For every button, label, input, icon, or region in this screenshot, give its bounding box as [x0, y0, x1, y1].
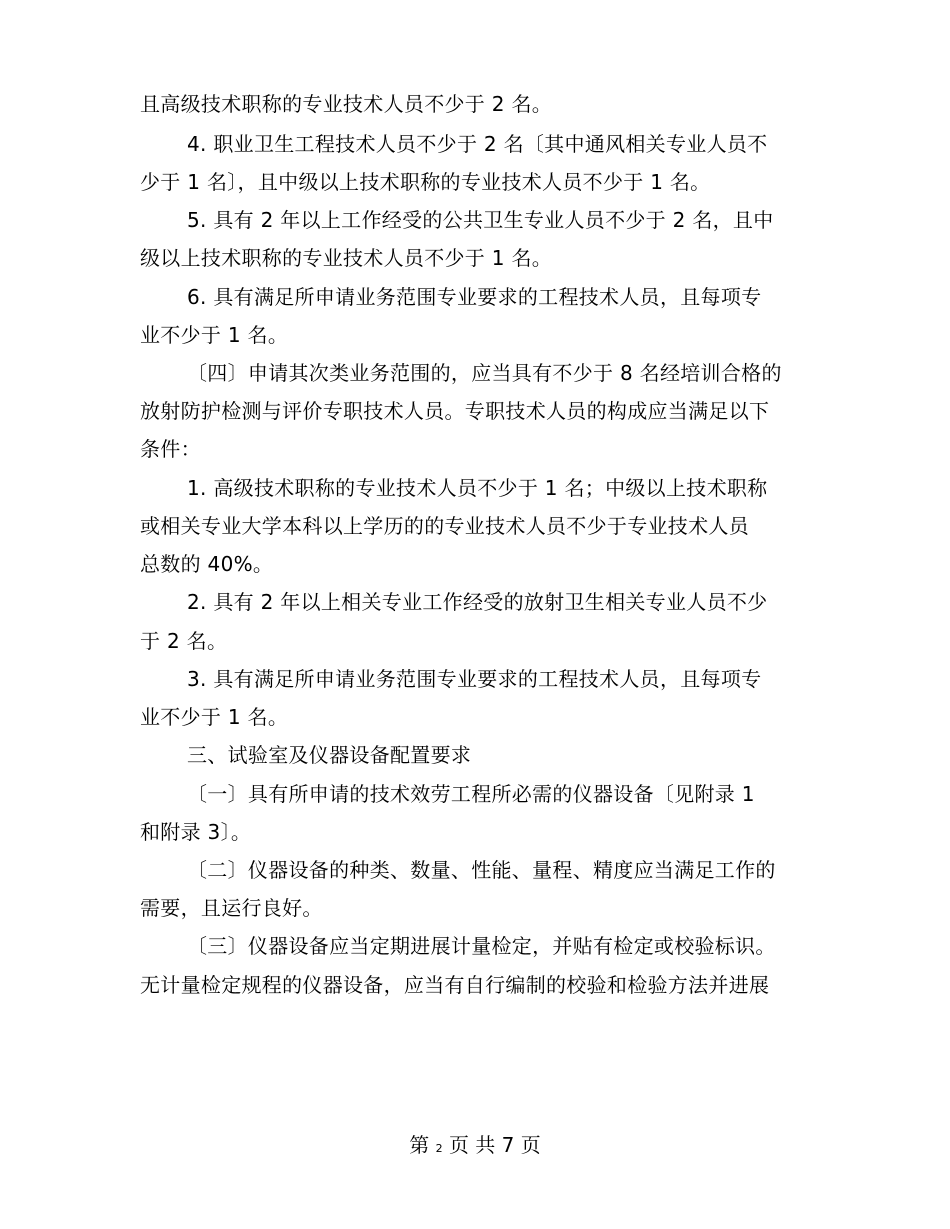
text-line: 级以上技术职称的专业技术人员不少于 1 名。	[140, 246, 553, 270]
text-line: 或相关专业大学本科以上学历的的专业技术人员不少于专业技术人员	[140, 514, 749, 538]
current-page-number: 2	[435, 1142, 443, 1155]
text-line: 4. 职业卫生工程技术人员不少于 2 名〔其中通风相关专业人员不	[187, 132, 768, 156]
text-line: 放射防护检测与评价专职技术人员。专职技术人员的构成应当满足以下	[140, 399, 770, 423]
text-line: 1. 高级技术职称的专业技术人员不少于 1 名；中级以上技术职称	[187, 476, 768, 500]
footer-middle: 页 共	[448, 1133, 496, 1157]
page-footer	[0, 1131, 950, 1163]
text-line: 〔三〕仪器设备应当定期进展计量检定，并贴有检定或校验标识。	[187, 934, 776, 958]
total-pages: 7	[501, 1133, 515, 1157]
text-line: 无计量检定规程的仪器设备，应当有自行编制的校验和检验方法并进展	[140, 973, 770, 997]
text-line: 和附录 3〕。	[140, 820, 252, 844]
text-line: 条件：	[140, 437, 201, 461]
text-line: 总数的 40%。	[140, 552, 274, 576]
text-line: 〔二〕仪器设备的种类、数量、性能、量程、精度应当满足工作的	[187, 858, 776, 882]
text-line: 且高级技术职称的专业技术人员不少于 2 名。	[140, 92, 553, 116]
text-line: 需要，且运行良好。	[140, 896, 323, 920]
text-line: 业不少于 1 名。	[140, 705, 289, 729]
text-line: 少于 1 名〕，且中级以上技术职称的专业技术人员不少于 1 名。	[140, 170, 711, 194]
text-line: 于 2 名。	[140, 629, 228, 653]
text-line: 〔一〕具有所申请的技术效劳工程所必需的仪器设备〔见附录 1	[187, 782, 755, 806]
footer-suffix: 页	[520, 1133, 541, 1157]
text-line: 〔四〕申请其次类业务范围的，应当具有不少于 8 名经培训合格的	[187, 361, 782, 385]
section-heading: 三、试验室及仪器设备配置要求	[187, 743, 472, 767]
footer-prefix: 第	[409, 1133, 430, 1157]
text-line: 6. 具有满足所申请业务范围专业要求的工程技术人员，且每项专	[187, 285, 762, 309]
text-line: 5. 具有 2 年以上工作经受的公共卫生专业人员不少于 2 名，且中	[187, 208, 774, 232]
text-line: 2. 具有 2 年以上相关专业工作经受的放射卫生相关专业人员不少	[187, 590, 768, 614]
text-line: 3. 具有满足所申请业务范围专业要求的工程技术人员，且每项专	[187, 667, 762, 691]
text-line: 业不少于 1 名。	[140, 323, 289, 347]
